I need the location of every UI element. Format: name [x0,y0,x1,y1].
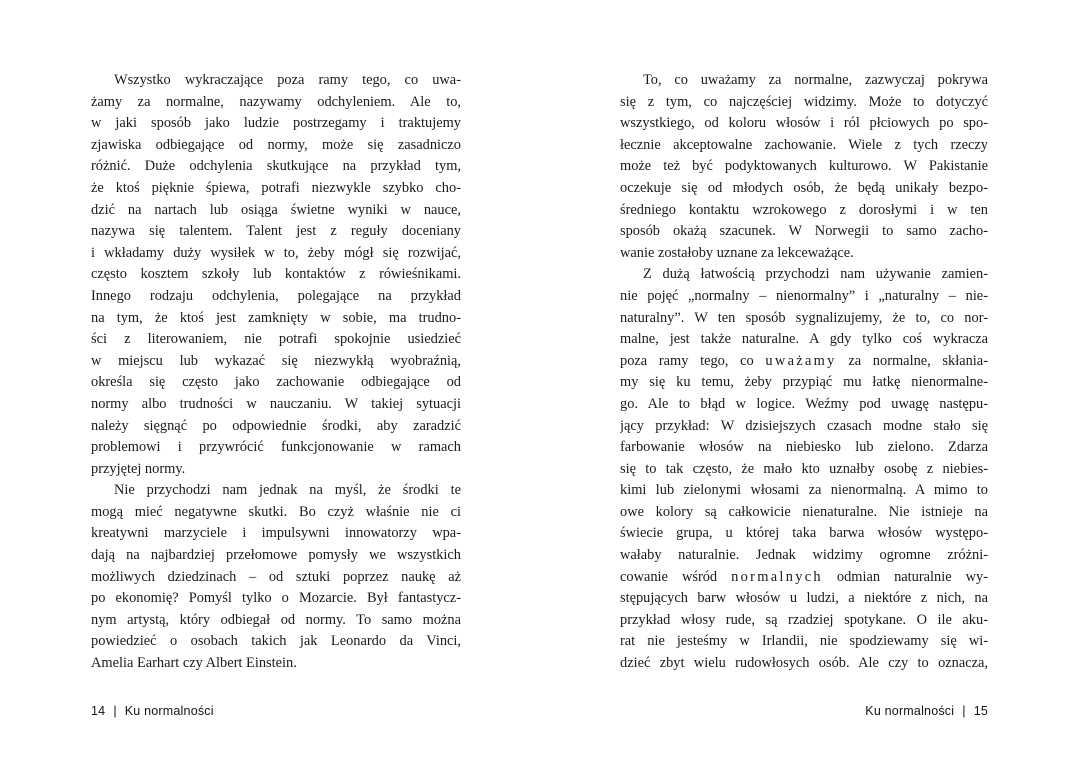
text-line: średniego kontaktu wzrokowego z dorosłymi i w ten [620,201,988,218]
footer-separator: | [962,704,966,718]
text-line: nazywa się talentem. Talent jest z reguły doceniany [91,223,461,240]
text-line: wałaby naturalnie. Jednak widzimy ogromne zróżni- [620,547,988,564]
text-line: mogą mieć negatywne skutki. Bo czyż właśnie nie ci [91,503,461,520]
text-line: problemowi i przywrócić funkcjonowanie w ramach [91,439,461,456]
text-line: łecznie akceptowalne zachowanie. Wiele z tych rzeczy [620,136,988,153]
text-line: jący przykład: W dzisiejszych czasach modne stało się [620,417,988,434]
left-page-text-column [91,70,461,675]
text-line: poza ramy tego, co uważamy za normalne, skłania- [620,352,988,369]
text-line: To, co uważamy za normalne, zazwyczaj pokrywa [643,72,988,88]
text-line: przykład włosy rude, są rzadziej spotykane. O ile aku- [620,611,988,628]
text-line: wanie zostałoby uznane za lekceważące. [620,244,854,261]
text-line: różnić. Duże odchylenia skutkujące na przykład tym, [91,158,461,175]
text-line: że ktoś pięknie śpiewa, potrafi niezwykle szybko cho- [91,179,461,196]
text-line: ści z literowaniem, nie potrafi spokojnie usiedzieć [91,331,461,348]
text-line: się z tym, co najczęściej widzimy. Może to dotyczyć [620,93,988,110]
text-line: przyjętej normy. [91,460,186,477]
text-line: Wszystko wykraczające poza ramy tego, co uwa- [114,72,461,88]
page-number: 15 [973,704,988,718]
text-line: owe kolory są całkowicie nienaturalne. Nie istnieje na [620,503,988,520]
text-line: należy sięgnąć po odpowiednie środki, aby zaradzić [91,417,461,434]
text-line: sposób okażą szacunek. W Norwegii to samo zacho- [620,223,988,240]
text-line: świecie grupa, u której taka barwa włosów występo- [620,525,988,542]
footer-separator: | [113,704,117,718]
paragraph [91,480,461,674]
text-line: zjawiska odbiegające od normy, może się zasadniczo [91,136,461,153]
page-number: 14 [91,704,106,718]
text-line: rat nie jesteśmy w Irlandii, nie spodziewamy się wi- [620,633,988,650]
paragraph [91,70,461,480]
text-line: Amelia Earhart czy Albert Einstein. [91,655,297,672]
footer-left [91,704,214,718]
text-line: na tym, że ktoś jest zamknięty w sobie, ma trudno- [91,309,461,326]
footer-right [865,704,988,718]
running-title: Ku normalności [865,704,955,718]
text-line: kimi lub zielonymi włosami za nienormalną. A mimo to [620,482,988,499]
text-line: często kosztem szkoły lub kontaktów z rówieśnikami. [91,266,461,283]
text-line: malne, jest także naturalne. A gdy tylko coś wykracza [620,331,988,348]
text-line: w miejscu lub wykazać się niezwykłą wyobraźnią, [91,352,461,369]
text-line: Innego rodzaju odchylenia, polegające na przykład [91,287,461,304]
text-line: określa się często jako zachowanie odbiegające od [91,374,461,391]
text-line: może też być podyktowanych kulturowo. W Pakistanie [620,158,988,175]
text-line: i wkładamy duży wysiłek w to, żeby mógł się rozwijać, [91,244,461,261]
text-line: my się ku temu, żeby przypiąć mu łatkę nienormalne- [620,374,988,391]
text-line: się to tak często, że mało kto uznałby osobę z niebies- [620,460,988,477]
text-line: normy albo trudności w nauczaniu. W takiej sytuacji [91,395,461,412]
text-line: dają na najbardziej przełomowe pomysły we wszystkich [91,547,461,564]
right-page-text-column [620,70,988,675]
paragraph [620,70,988,264]
text-line: nie pojęć „normalny – nienormalny” i „naturalny – nie- [620,287,988,304]
text-line: Z dużą łatwością przychodzi nam używanie zamien- [643,266,988,283]
text-line: powiedzieć o osobach takich jak Leonardo da Vinci, [91,633,461,650]
letterspaced-emphasis: uważamy [765,352,837,369]
text-line: farbowanie włosów na niebiesko lub zielono. Zdarza [620,439,988,456]
text-line: możliwych dziedzinach – od sztuki poprzez naukę aż [91,568,461,585]
text-line: żamy za normalne, nazywamy odchyleniem. Ale to, [91,93,461,110]
paragraph [620,264,988,674]
text-line: dzieć zbyt wielu rudowłosych osób. Ale czy to oznacza, [620,655,988,672]
letterspaced-emphasis: normalnych [731,568,823,585]
text-line: po ekonomię? Pomyśl tylko o Mozarcie. Był fantastycz- [91,590,461,607]
text-line: oczekuje się od młodych osób, że będą unikały bezpo- [620,179,988,196]
text-line: dzić na nartach lub osiąga świetne wyniki w nauce, [91,201,461,218]
text-line: go. Ale to błąd w logice. Weźmy pod uwagę następu- [620,395,988,412]
text-line: stępujących barw włosów u ludzi, a niektóre z nich, na [620,590,988,607]
text-line: Nie przychodzi nam jednak na myśl, że środki te [114,482,461,499]
text-line: wszystkiego, od koloru włosów i ról płciowych po spo- [620,115,988,132]
text-line: kreatywni marzyciele i impulsywni innowatorzy wpa- [91,525,461,542]
text-line: naturalny”. W ten sposób sygnalizujemy, że to, co nor- [620,309,988,326]
text-line: nym artystą, który odbiegał od normy. To samo można [91,611,461,628]
running-title: Ku normalności [124,704,214,718]
text-line: cowanie wśród normalnych odmian naturalnie wy- [620,568,988,585]
text-line: w jaki sposób jako ludzie postrzegamy i traktujemy [91,115,461,132]
